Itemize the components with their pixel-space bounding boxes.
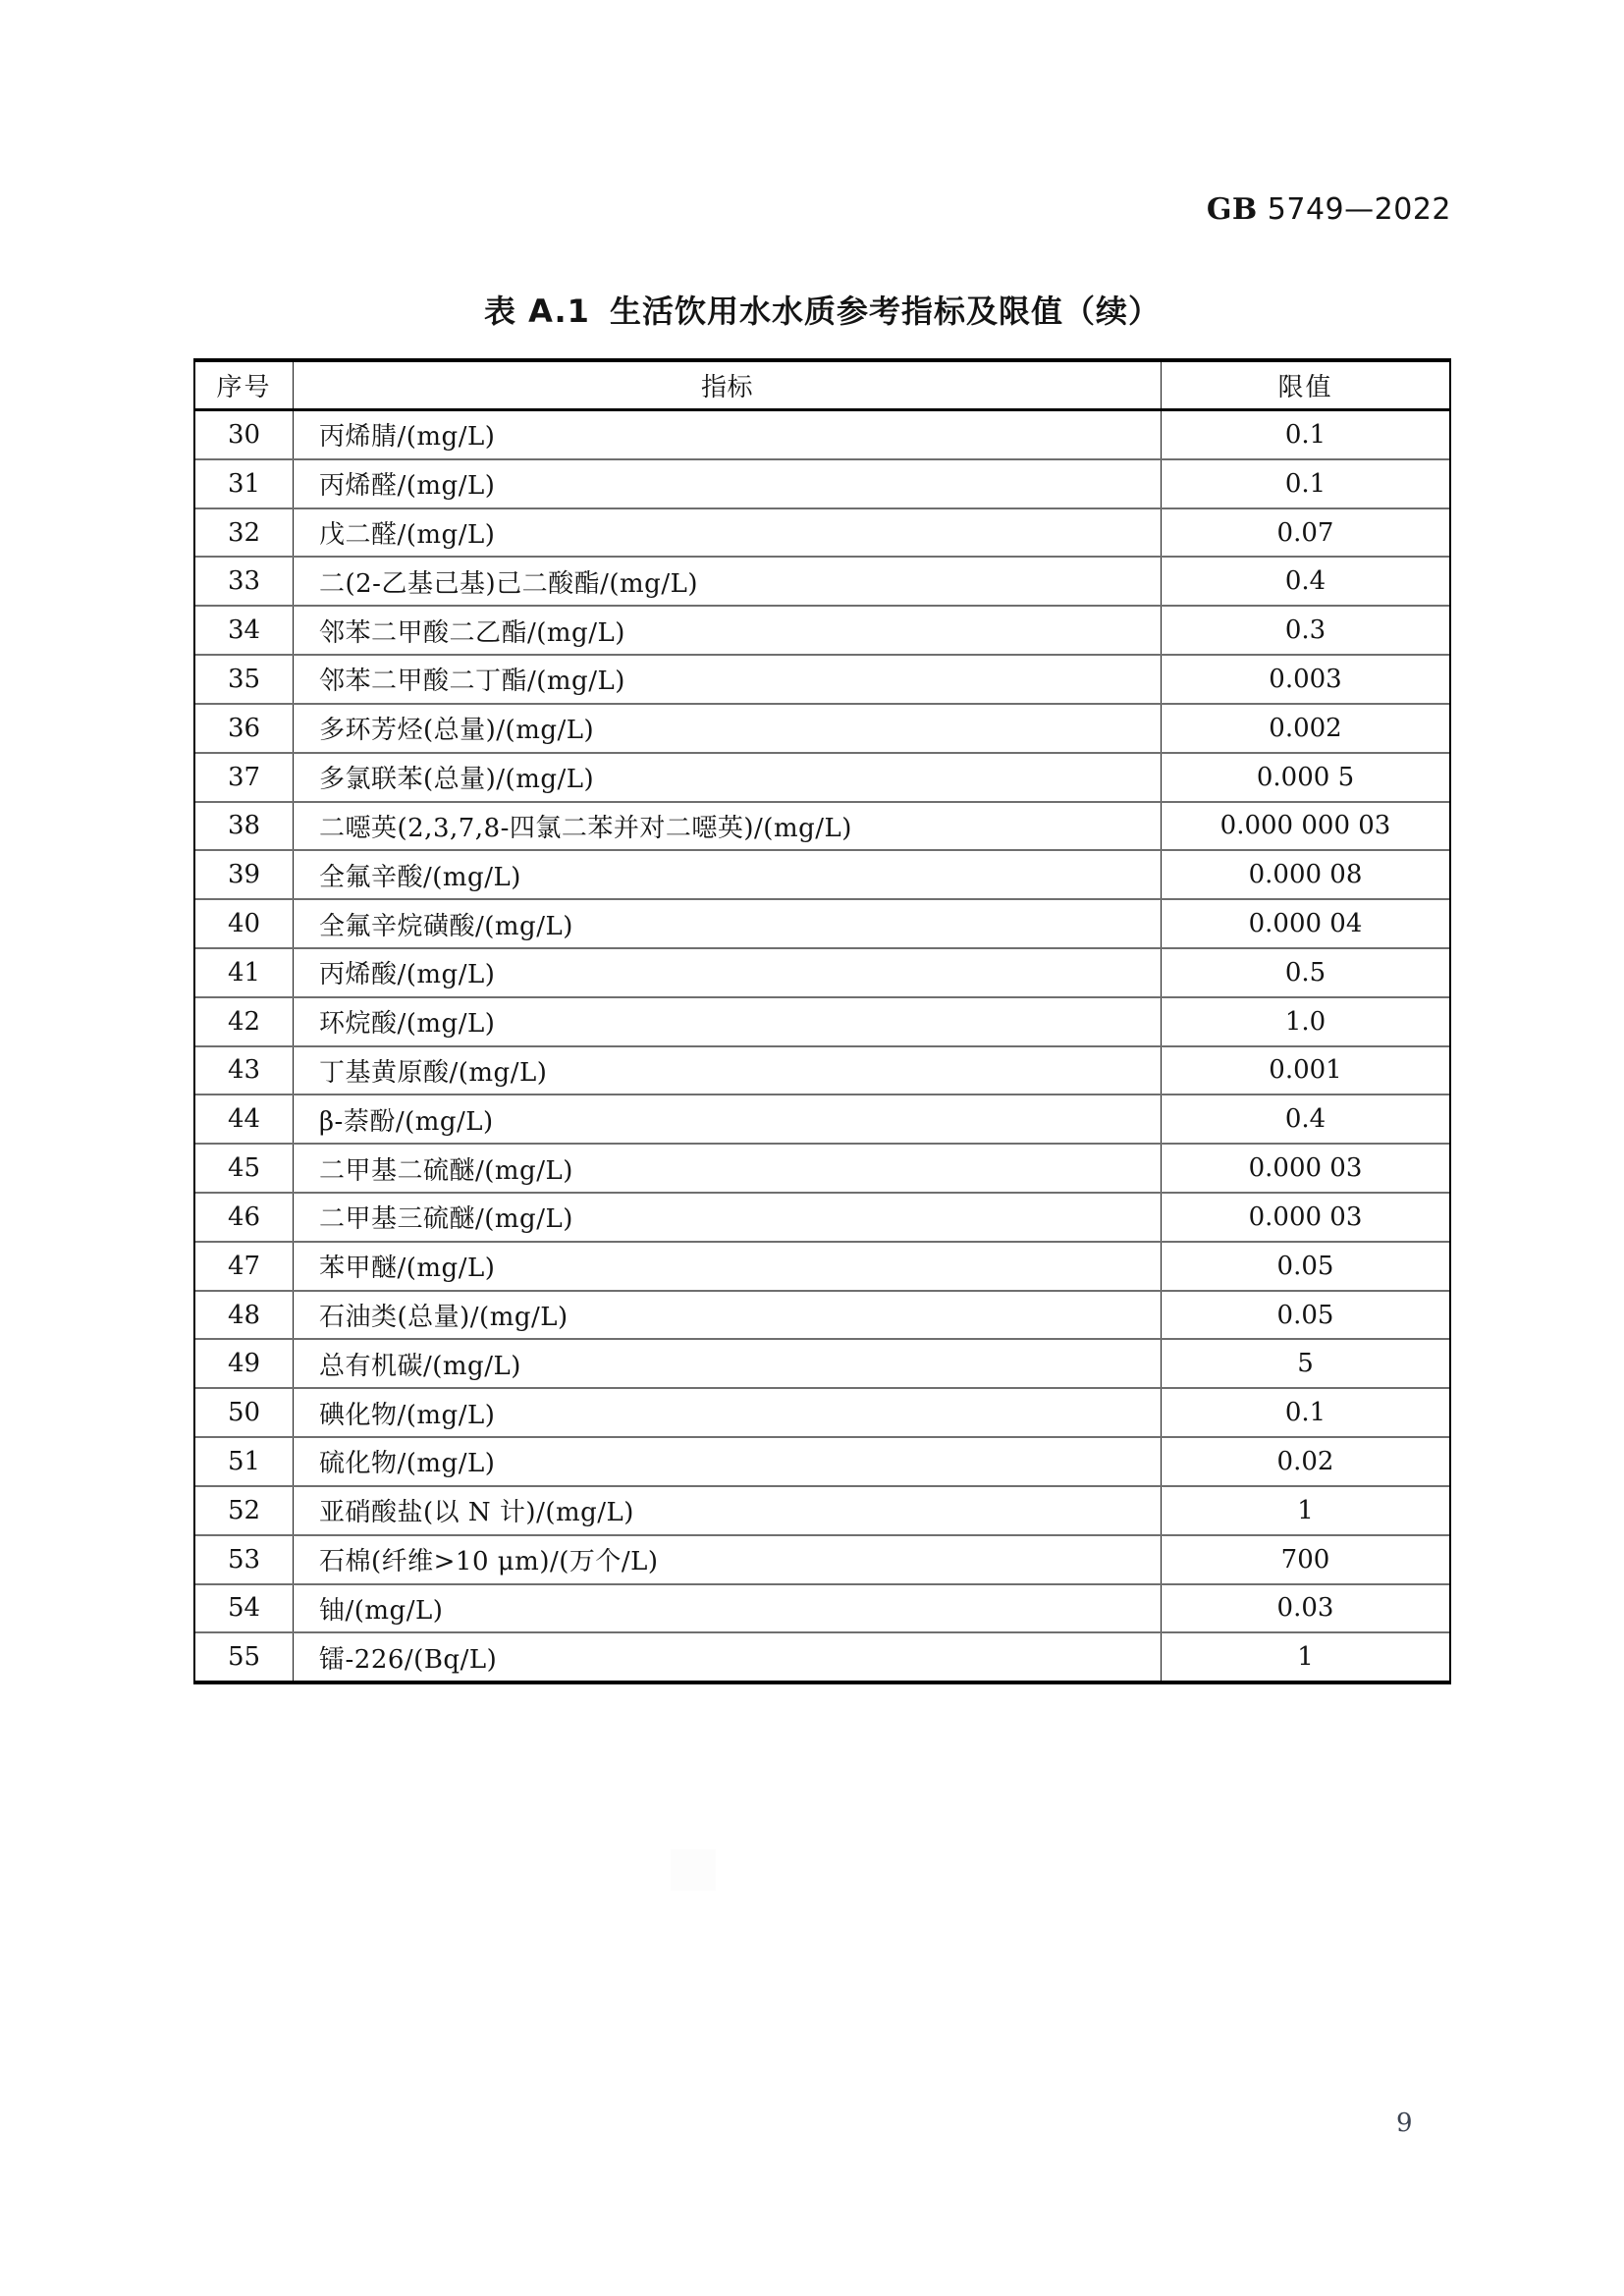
row-number: 38 — [195, 803, 294, 850]
row-indicator: 丁基黄原酸/(mg/L) — [294, 1047, 1162, 1095]
row-number: 34 — [195, 607, 294, 654]
table-row — [195, 558, 1449, 607]
row-indicator: 丙烯酸/(mg/L) — [294, 949, 1162, 996]
table-row — [195, 949, 1449, 998]
table-row — [195, 1536, 1449, 1585]
row-limit: 0.002 — [1269, 713, 1342, 743]
table-row — [195, 1438, 1449, 1487]
table-title — [193, 287, 1451, 332]
row-indicator: 多环芳烃(总量)/(mg/L) — [294, 705, 1162, 752]
row-limit: 700 — [1280, 1544, 1330, 1575]
row-number: 50 — [195, 1389, 294, 1436]
row-number: 32 — [195, 509, 294, 557]
table-row — [195, 607, 1449, 656]
row-indicator: 硫化物/(mg/L) — [294, 1438, 1162, 1485]
table-row — [195, 460, 1449, 509]
row-limit: 0.1 — [1284, 419, 1326, 450]
row-limit: 0.000 03 — [1248, 1153, 1363, 1184]
row-indicator: 二噁英(2,3,7,8-四氯二苯并对二噁英)/(mg/L) — [294, 803, 1162, 850]
row-number: 53 — [195, 1536, 294, 1583]
table-row — [195, 1194, 1449, 1243]
row-indicator: 镭-226/(Bq/L) — [294, 1633, 1162, 1681]
table-row — [195, 1095, 1449, 1145]
row-indicator: 邻苯二甲酸二乙酯/(mg/L) — [294, 607, 1162, 654]
table-header-row — [195, 362, 1449, 411]
header-cell-indicator: 指标 — [294, 362, 1162, 408]
row-indicator: 石棉(纤维>10 μm)/(万个/L) — [294, 1536, 1162, 1583]
row-number: 44 — [195, 1095, 294, 1143]
row-limit: 1.0 — [1284, 1006, 1326, 1037]
row-number: 48 — [195, 1292, 294, 1339]
row-indicator: 二甲基二硫醚/(mg/L) — [294, 1145, 1162, 1192]
page-number: 9 — [1396, 2109, 1413, 2138]
row-limit: 0.05 — [1276, 1300, 1334, 1330]
table-row — [195, 1487, 1449, 1536]
table-row — [195, 1633, 1449, 1681]
table-row — [195, 1389, 1449, 1438]
row-indicator: 环烷酸/(mg/L) — [294, 998, 1162, 1045]
row-limit: 0.4 — [1284, 1104, 1326, 1135]
doc-code-prefix: GB — [1206, 192, 1258, 227]
row-indicator: 多氯联苯(总量)/(mg/L) — [294, 754, 1162, 801]
reference-table — [193, 358, 1451, 1684]
table-row — [195, 754, 1449, 803]
row-indicator: 邻苯二甲酸二丁酯/(mg/L) — [294, 656, 1162, 703]
row-number: 37 — [195, 754, 294, 801]
row-number: 45 — [195, 1145, 294, 1192]
row-number: 33 — [195, 558, 294, 605]
row-limit: 0.1 — [1284, 468, 1326, 499]
row-indicator: 石油类(总量)/(mg/L) — [294, 1292, 1162, 1339]
row-indicator: 全氟辛烷磺酸/(mg/L) — [294, 900, 1162, 947]
row-indicator: 二甲基三硫醚/(mg/L) — [294, 1194, 1162, 1241]
row-number: 47 — [195, 1243, 294, 1290]
row-indicator: β-萘酚/(mg/L) — [294, 1095, 1162, 1143]
row-indicator: 苯甲醚/(mg/L) — [294, 1243, 1162, 1290]
row-indicator: 铀/(mg/L) — [294, 1585, 1162, 1632]
row-limit: 0.05 — [1276, 1251, 1334, 1281]
row-number: 31 — [195, 460, 294, 507]
row-indicator: 亚硝酸盐(以 N 计)/(mg/L) — [294, 1487, 1162, 1534]
row-limit: 0.5 — [1284, 957, 1326, 988]
row-limit: 0.4 — [1284, 566, 1326, 597]
doc-code-number: 5749—2022 — [1267, 192, 1451, 227]
row-number: 35 — [195, 656, 294, 703]
row-limit: 0.07 — [1276, 517, 1334, 548]
watermark-artifact — [671, 1849, 716, 1891]
header-cell-no: 序号 — [195, 362, 294, 408]
row-limit: 0.3 — [1284, 615, 1326, 646]
row-indicator: 碘化物/(mg/L) — [294, 1389, 1162, 1436]
table-body — [195, 411, 1449, 1681]
table-title-text: 生活饮用水水质参考指标及限值（续） — [609, 293, 1161, 330]
table-row — [195, 705, 1449, 754]
row-number: 42 — [195, 998, 294, 1045]
row-number: 43 — [195, 1047, 294, 1095]
row-indicator: 戊二醛/(mg/L) — [294, 509, 1162, 557]
row-number: 30 — [195, 411, 294, 458]
row-limit: 0.003 — [1269, 664, 1342, 694]
row-indicator: 丙烯腈/(mg/L) — [294, 411, 1162, 458]
table-row — [195, 656, 1449, 705]
table-title-prefix: 表 A.1 — [484, 293, 590, 330]
table-row — [195, 1243, 1449, 1292]
table-row — [195, 1340, 1449, 1389]
table-row — [195, 411, 1449, 460]
table-row — [195, 998, 1449, 1047]
doc-code — [1207, 192, 1451, 227]
table-row — [195, 900, 1449, 949]
row-limit: 0.1 — [1284, 1398, 1326, 1428]
row-number: 40 — [195, 900, 294, 947]
row-limit: 0.000 5 — [1256, 762, 1355, 792]
row-indicator: 总有机碳/(mg/L) — [294, 1340, 1162, 1387]
table-row — [195, 1047, 1449, 1096]
row-limit: 0.001 — [1269, 1055, 1342, 1086]
row-indicator: 二(2-乙基己基)己二酸酯/(mg/L) — [294, 558, 1162, 605]
row-limit: 0.000 000 03 — [1219, 811, 1391, 841]
row-limit: 1 — [1297, 1495, 1314, 1525]
row-number: 49 — [195, 1340, 294, 1387]
row-number: 52 — [195, 1487, 294, 1534]
row-number: 54 — [195, 1585, 294, 1632]
row-number: 46 — [195, 1194, 294, 1241]
row-number: 41 — [195, 949, 294, 996]
row-limit: 0.03 — [1276, 1593, 1334, 1624]
row-limit: 1 — [1297, 1642, 1314, 1673]
row-indicator: 全氟辛酸/(mg/L) — [294, 851, 1162, 898]
table-row — [195, 1145, 1449, 1194]
row-number: 55 — [195, 1633, 294, 1681]
row-number: 36 — [195, 705, 294, 752]
header-cell-limit: 限值 — [1277, 373, 1333, 402]
table-row — [195, 509, 1449, 559]
row-limit: 0.000 04 — [1248, 909, 1363, 939]
row-limit: 0.000 08 — [1248, 860, 1363, 890]
row-number: 39 — [195, 851, 294, 898]
row-limit: 0.000 03 — [1248, 1201, 1363, 1232]
table-row — [195, 851, 1449, 900]
table-row — [195, 1585, 1449, 1634]
row-number: 51 — [195, 1438, 294, 1485]
row-limit: 5 — [1297, 1349, 1314, 1379]
table-row — [195, 1292, 1449, 1341]
row-indicator: 丙烯醛/(mg/L) — [294, 460, 1162, 507]
table-row — [195, 803, 1449, 852]
row-limit: 0.02 — [1276, 1446, 1334, 1476]
